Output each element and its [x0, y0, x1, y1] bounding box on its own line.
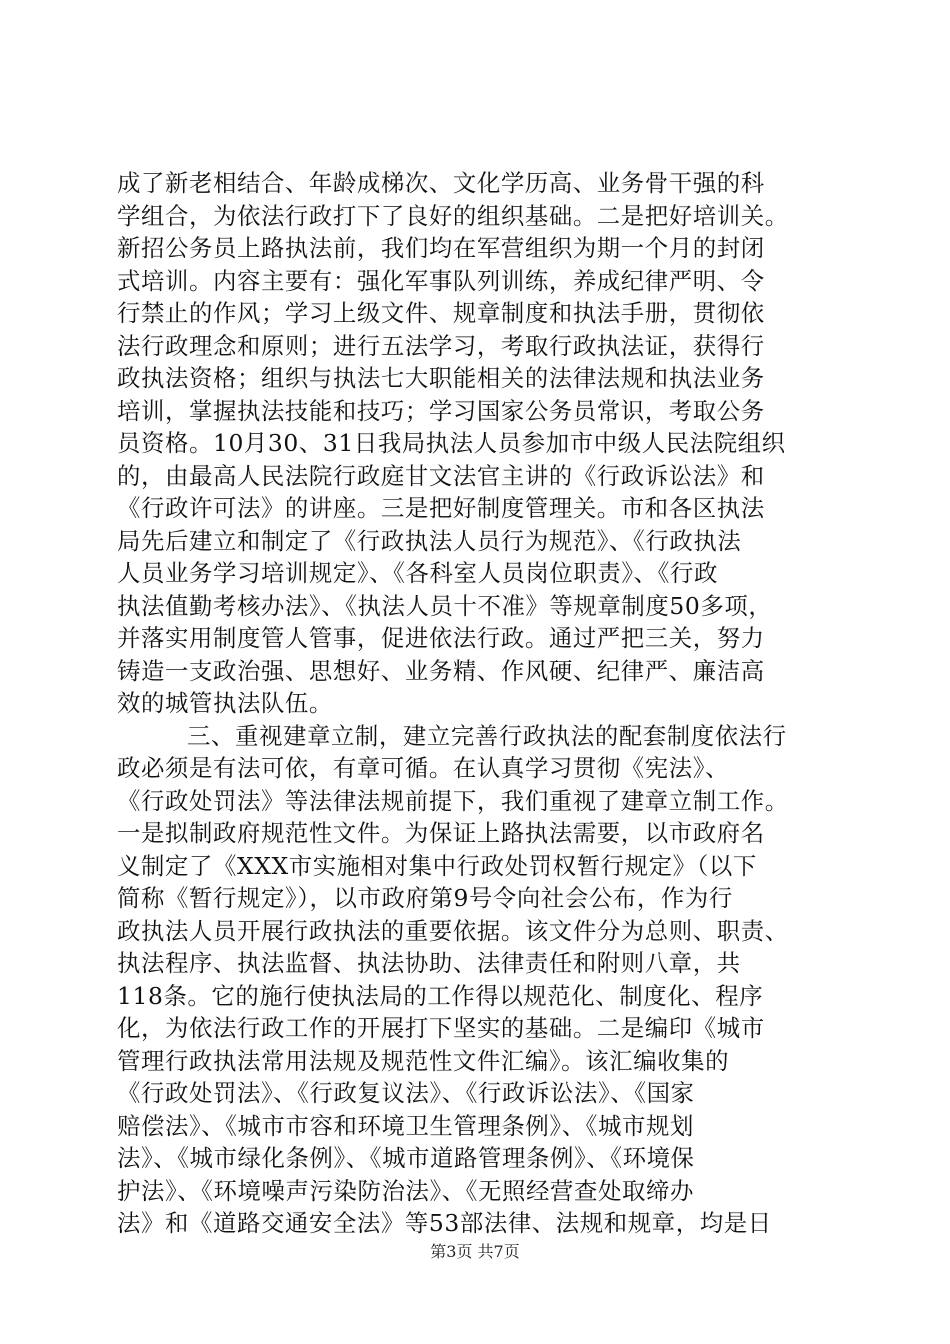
text-line: 《行政许可法》的讲座。三是把好制度管理关。市和各区执法	[117, 494, 765, 522]
text-line: 员资格。10月30、31日我局执法人员参加市中级人民法院组织	[117, 429, 786, 457]
text-line: 《行政处罚法》、《行政复议法》、《行政诉讼法》、《国家	[117, 1079, 695, 1107]
text-line: 培训，掌握执法技能和技巧；学习国家公务员常识，考取公务	[117, 396, 765, 425]
text-line: 政执法资格；组织与执法七大职能相关的法律法规和执法业务	[117, 364, 765, 392]
text-line: 《行政处罚法》等法律法规前提下，我们重视了建章立制工作。	[117, 786, 789, 815]
text-line: 成了新老相结合、年龄成梯次、文化学历高、业务骨干强的科	[117, 169, 765, 197]
text-line: 并落实用制度管人管事，促进依法行政。通过严把三关，努力	[117, 624, 765, 652]
text-line: 法行政理念和原则；进行五法学习，考取行政执法证，获得行	[117, 331, 765, 360]
text-line: 式培训。内容主要有：强化军事队列训练，养成纪律严明、令	[117, 266, 765, 295]
text-line: 义制定了《XXX市实施相对集中行政处罚权暂行规定》（以下	[117, 851, 757, 880]
text-line: 效的城管执法队伍。	[117, 689, 333, 717]
text-line: 局先后建立和制定了《行政执法人员行为规范》、《行政执法	[117, 526, 742, 555]
text-line: 三、重视建章立制，建立完善行政执法的配套制度依法行	[187, 721, 787, 750]
page-footer: 第3页 共7页	[430, 1242, 520, 1261]
text-line: 政必须是有法可依，有章可循。在认真学习贯彻《宪法》、	[117, 754, 730, 782]
text-line: 化，为依法行政工作的开展打下坚实的基础。二是编印《城市	[117, 1014, 765, 1042]
text-line: 铸造一支政治强、思想好、业务精、作风硬、纪律严、廉洁高	[117, 656, 765, 685]
text-line: 118条。它的施行使执法局的工作得以规范化、制度化、程序	[117, 981, 764, 1010]
text-line: 赔偿法》、《城市市容和环境卫生管理条例》、《城市规划	[117, 1111, 694, 1140]
text-line: 执法程序、执法监督、执法协助、法律责任和附则八章，共	[117, 949, 741, 977]
text-line: 的，由最高人民法院行政庭甘文法官主讲的《行政诉讼法》和	[117, 461, 765, 490]
text-line: 一是拟制政府规范性文件。为保证上路执法需要，以市政府名	[117, 819, 765, 847]
text-line: 新招公务员上路执法前，我们均在军营组织为期一个月的封闭	[117, 234, 765, 262]
text-line: 护法》、《环境噪声污染防治法》、《无照经营查处取缔办	[117, 1176, 694, 1205]
text-line: 学组合，为依法行政打下了良好的组织基础。二是把好培训关。	[117, 201, 789, 230]
text-line: 法》、《城市绿化条例》、《城市道路管理条例》、《环境保	[117, 1144, 695, 1172]
text-line: 政执法人员开展行政执法的重要依据。该文件分为总则、职责、	[117, 916, 789, 945]
text-line: 执法值勤考核办法》、《执法人员十不准》等规章制度50多项，	[117, 591, 773, 620]
text-line: 法》和《道路交通安全法》等53部法律、法规和规章，均是日	[117, 1209, 772, 1237]
text-line: 人员业务学习培训规定》、《各科室人员岗位职责》、《行政	[117, 559, 718, 587]
text-line: 简称《暂行规定》），以市政府第9号令向社会公布，作为行	[117, 884, 733, 912]
text-line: 管理行政执法常用法规及规范性文件汇编》。该汇编收集的	[117, 1046, 730, 1075]
document-body	[117, 167, 837, 1240]
text-line: 行禁止的作风；学习上级文件、规章制度和执法手册，贯彻依	[117, 299, 765, 327]
